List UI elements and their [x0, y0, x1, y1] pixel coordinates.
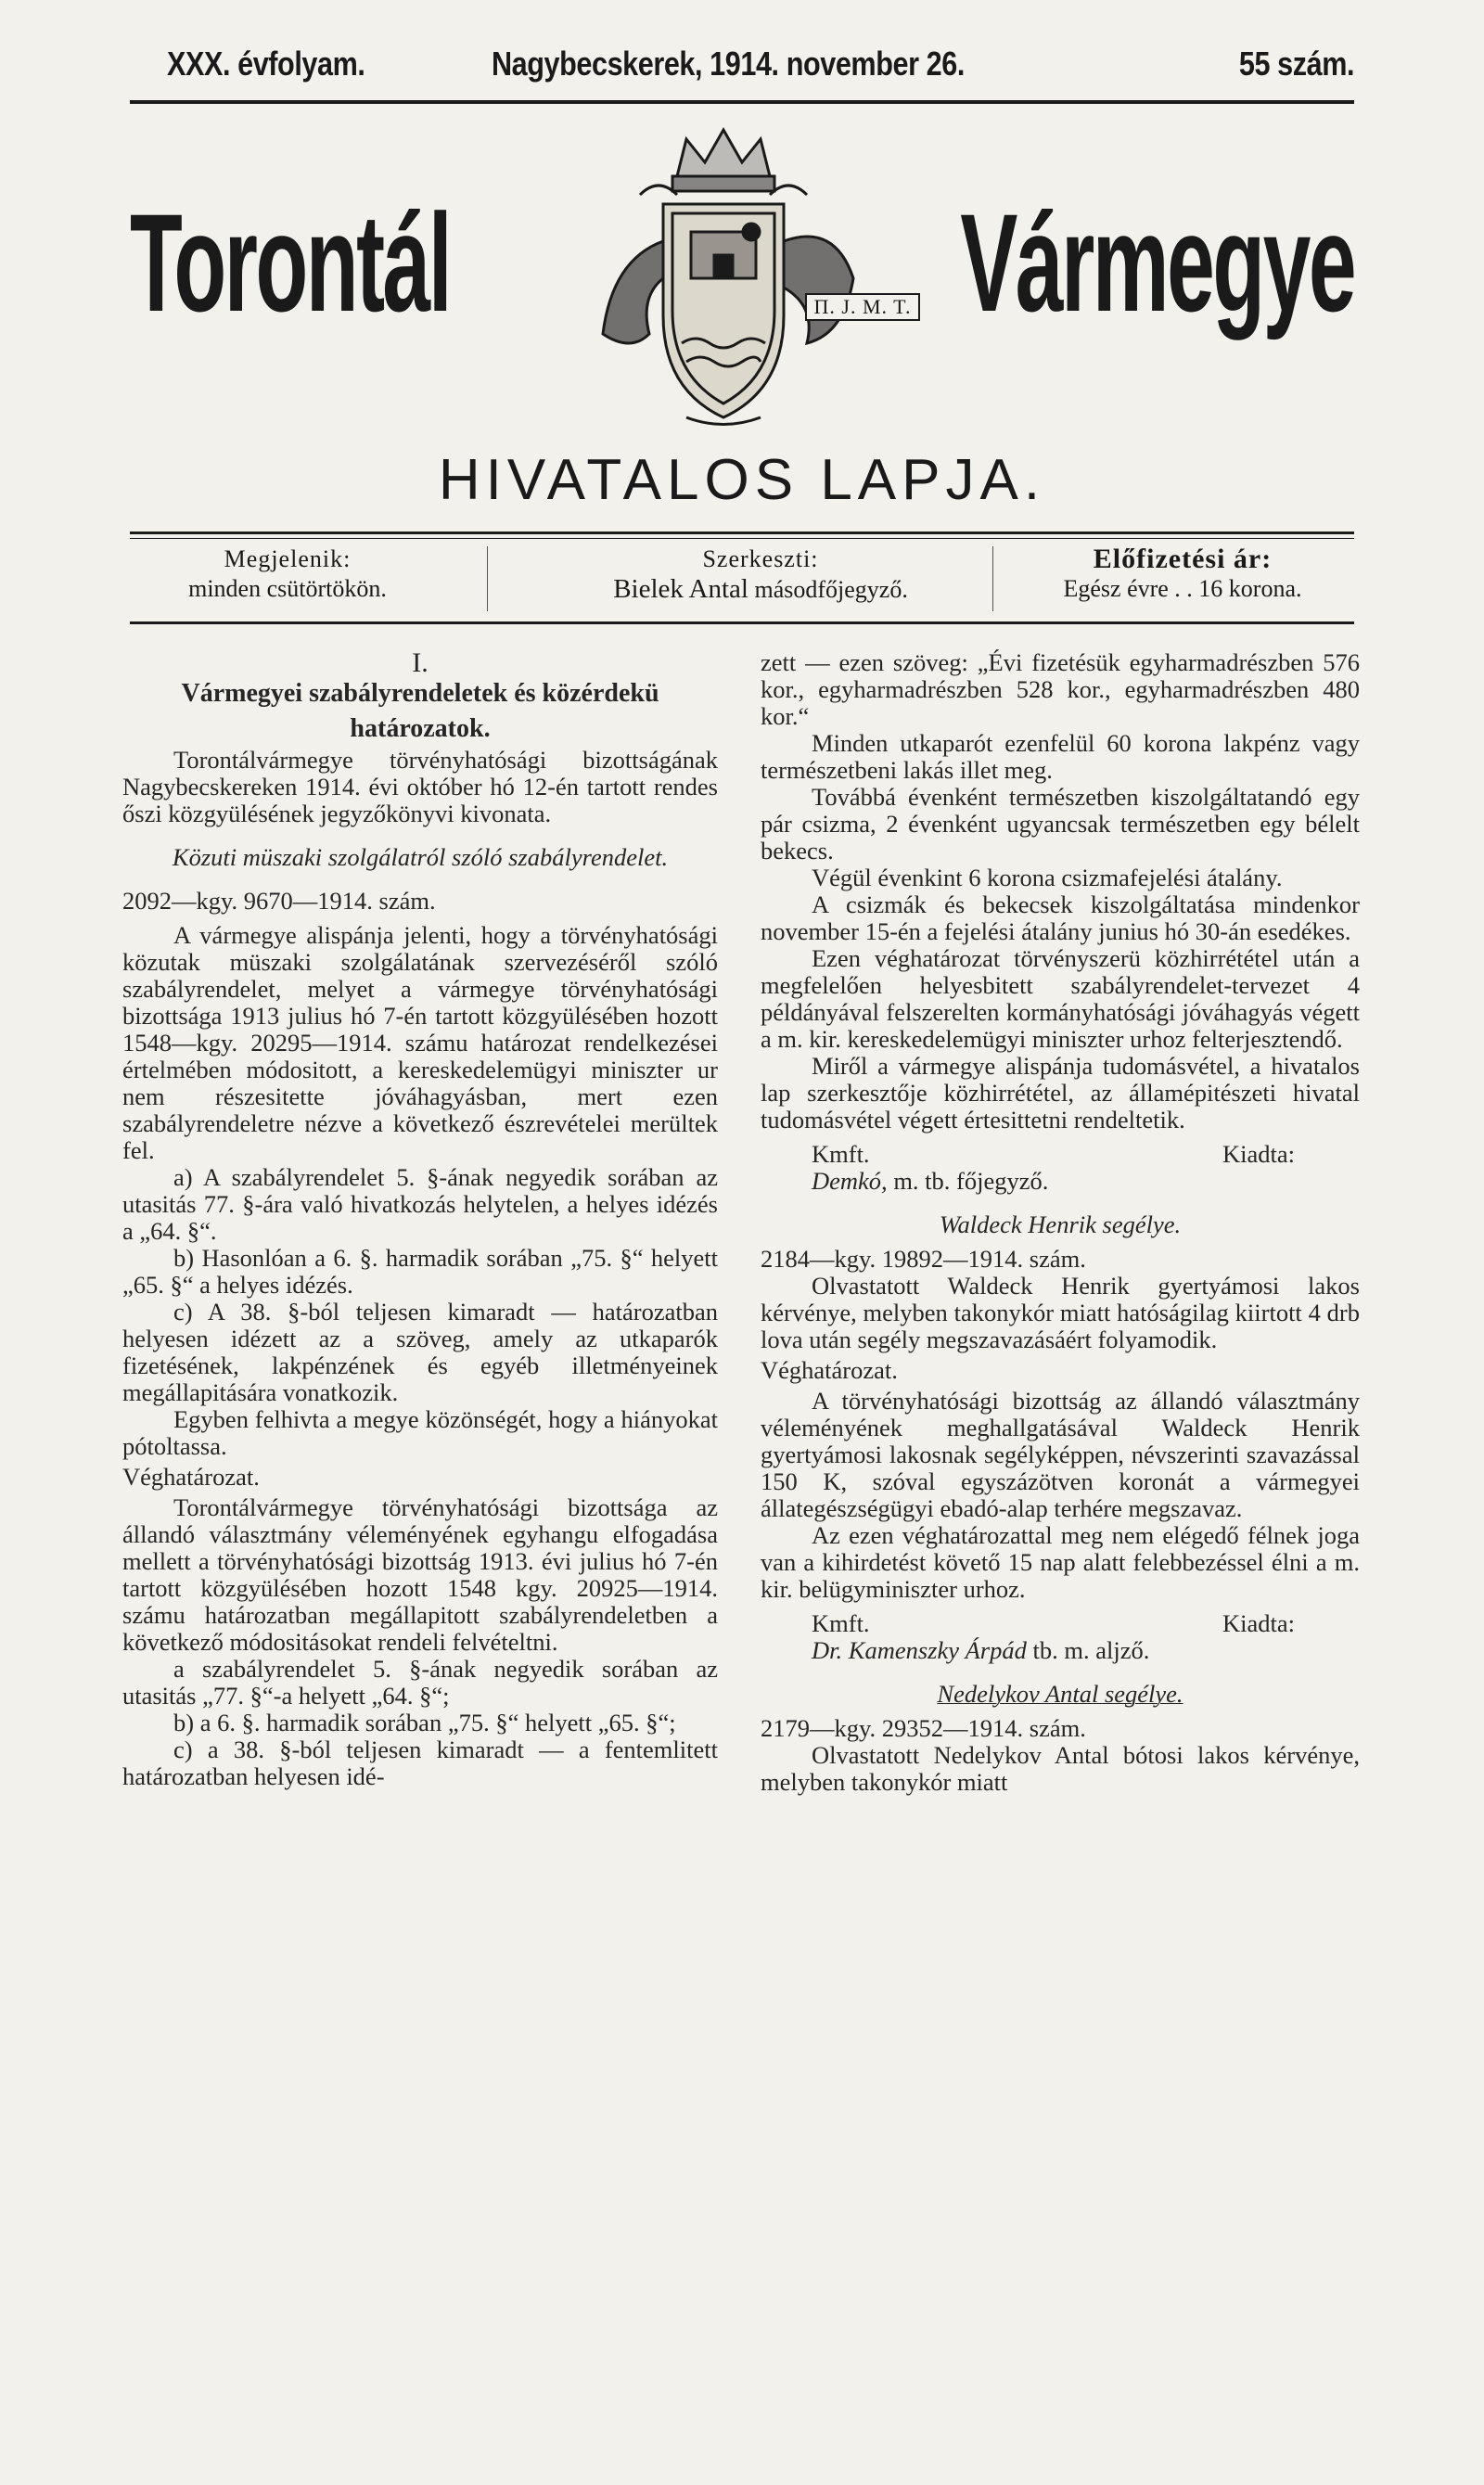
masthead-subtitle: HIVATALOS LAPJA. — [438, 448, 1046, 512]
paragraph: zett — ezen szöveg: „Évi fizetésük egyharmadrészben 576 kor., egyharmadrészben 528 kor., egyharmadrészben 480 kor.“ — [761, 648, 1360, 730]
signature-block — [761, 1610, 1360, 1637]
info-divider — [992, 546, 993, 611]
publication-info-bar — [130, 532, 1354, 624]
editor-name: Bielek Antal — [613, 574, 748, 604]
place-date: Nagybecskerek, 1914. november 26. — [492, 45, 965, 83]
signature-line — [761, 1168, 1360, 1195]
left-column — [122, 649, 718, 1790]
article-reference: 2184—kgy. 19892—1914. szám. — [761, 1245, 1086, 1273]
paragraph: Torontálvármegye törvényhatósági bizottsága az állandó választmány véleményének egyhangu elfogadása mellett a törvényhatósági bizottság 1913. évi julius hó 7-én tartott közgyülésében hozott 1548 kgy. 20925—1914. számu határozatban megállapitott szabályrendeletben a következő módositásokat rendeli felvételtni. — [122, 1493, 718, 1656]
decision-item-3: c) a 38. §-ból teljesen kimaradt — a fentemlitett határozatban helyesen idé- — [122, 1736, 718, 1790]
appearance-label: Megjelenik: — [224, 545, 352, 572]
issue-header — [130, 45, 1354, 91]
masthead — [130, 121, 1354, 455]
paragraph: Egyben felhivta a megye közönségét, hogy a hiányokat pótoltassa. — [122, 1405, 718, 1460]
masthead-title-left: Torontál — [130, 185, 451, 340]
issue-number: 55 szám. — [1238, 45, 1354, 83]
article-reference: 2179—kgy. 29352—1914. szám. — [761, 1714, 1086, 1742]
masthead-title-right: Vármegye — [960, 185, 1354, 340]
info-rule-top — [130, 532, 1354, 534]
signatory-title: m. tb. főjegyző. — [893, 1167, 1049, 1195]
paragraph: A vármegye alispánja jelenti, hogy a törvényhatósági közutak müszaki szolgálatának szervezéséről szóló szabályrendelet, melyet a vármegye törvényhatósági bizottsága 1913 julius hó 7-én tartott közgyülésében hozott 1548—kgy. 20295—1914. számu határozat rendelkezései értelmében módositott, a kereskedelemügyi miniszter ur nem részesitette jóváhagyásban, mert ezen szabályrendeletre nézve a következő észrevételei merültek fel. — [122, 921, 718, 1164]
paragraph: Miről a vármegye alispánja tudomásvétel, a hivatalos lap szerkesztője közhirrététel, az államépitészeti hivatal tudomásvétel végett értesittetni rendeltetik. — [761, 1052, 1360, 1134]
coat-of-arms-icon — [575, 121, 872, 436]
paragraph: A csizmák és bekecsek kiszolgáltatása mindenkor november 15-én a fejelési átalány junius hó 30-án esedékes. — [761, 890, 1360, 945]
list-item-c: c) A 38. §-ból teljesen kimaradt — határozatban helyesen idézett az a szöveg, amely az utkaparók fizetésének, lakpénzének és egyéb illetményeinek megállapitására vonatkozik. — [122, 1298, 718, 1406]
intro-paragraph: Torontálvármegye törvényhatósági bizottságának Nagybecskereken 1914. évi október hó 12-én tartott rendes őszi közgyülésének jegyzőkönyvi kivonata. — [122, 746, 718, 827]
paragraph: Az ezen véghatározattal meg nem elégedő félnek joga van a kihirdetést követő 15 nap alatt felebbezéssel élni a m. kir. belügyminiszter urhoz. — [761, 1521, 1360, 1603]
paragraph: Ezen véghatározat törvényszerü közhirrététel után a megfelelően helyesbitett szabályrendelet-tervezet 4 példányával felszerelten kormányhatósági jóváhagyás végett a m. kir. kereskedelemügyi miniszter urhoz felterjesztendő. — [761, 944, 1360, 1053]
decision-item-2: b) a 6. §. harmadik sorában „75. §“ helyett „65. §“; — [173, 1709, 676, 1736]
signatory-title: tb. m. aljző. — [1032, 1636, 1150, 1664]
signatory-name: Dr. Kamenszky Árpád — [812, 1636, 1027, 1664]
subscription-value: Egész évre . . 16 korona. — [1063, 575, 1302, 602]
right-column — [761, 649, 1360, 1796]
section-title: Vármegyei szabályrendeletek és közérdekü határozatok. — [181, 679, 659, 743]
paragraph: A törvényhatósági bizottság az állandó választmány véleményének meghallgatásával Waldeck Henrik gyertyámosi lakosnak segélyképpen, névszerinti szavazással 150 K, szóval egyszázötven koronát a vármegyei állategészségügyi ebadó-alap terhére megszavaz. — [761, 1387, 1360, 1522]
section-number: I. — [412, 647, 429, 678]
decision-item-1: a szabályrendelet 5. §-ának negyedik sorában az utasitás „77. §“-a helyett „64. §“; — [122, 1655, 718, 1710]
signature-block — [761, 1141, 1360, 1168]
article-subject: Nedelykov Antal segélye. — [937, 1680, 1183, 1708]
editor-title: másodfőjegyző. — [754, 576, 908, 603]
info-rule-bottom — [130, 621, 1354, 624]
volume-number: XXX. évfolyam. — [167, 45, 365, 83]
paragraph: Végül évenkint 6 korona csizmafejelési átalány. — [812, 864, 1283, 891]
editor-info — [482, 544, 1039, 605]
subscription-info — [1006, 544, 1359, 604]
paragraph: Továbbá évenként természetben kiszolgáltatandó egy pár csizma, 2 évenként ugyancsak természetben egy bélelt bekecs. — [761, 783, 1360, 865]
issued-label: Kiadta: — [1222, 1140, 1295, 1168]
paragraph: Olvastatott Nedelykov Antal bótosi lakos kérvénye, melyben takonykór miatt — [761, 1741, 1360, 1796]
signatory-name: Demkó, — [812, 1167, 888, 1195]
paragraph: Olvastatott Waldeck Henrik gyertyámosi lakos kérvénye, melyben takonykór miatt hatóságilag kiirtott 4 drb lova után segély megszavazásáért folyamodik. — [761, 1272, 1360, 1353]
decision-heading: Véghatározat. — [761, 1356, 898, 1384]
editor-label: Szerkeszti: — [702, 545, 819, 572]
appearance-info — [148, 544, 427, 604]
article-subject: Közuti müszaki szolgálatról szóló szabályrendelet. — [172, 843, 669, 871]
appearance-value: minden csütörtökön. — [188, 575, 387, 602]
subscription-label: Előfizetési ár: — [1093, 544, 1273, 574]
crest-initials: П. J. M. T. — [805, 293, 920, 321]
paragraph: Minden utkaparót ezenfelül 60 korona lakpénz vagy természetbeni lakás illet meg. — [761, 729, 1360, 784]
list-item-a: a) A szabályrendelet 5. §-ának negyedik sorában az utasitás 77. §-ára való hivatkozás helytelen, a helyes idézés a „64. §“. — [122, 1163, 718, 1245]
article-reference: 2092—kgy. 9670—1914. szám. — [122, 887, 436, 915]
kmft-label: Kmft. — [812, 1609, 870, 1637]
list-item-b: b) Hasonlóan a 6. §. harmadik sorában „75. §“ helyett „65. §“ a helyes idézés. — [122, 1244, 718, 1299]
decision-heading: Véghatározat. — [122, 1463, 260, 1491]
signature-line — [761, 1637, 1360, 1664]
article-subject: Waldeck Henrik segélye. — [939, 1210, 1182, 1238]
header-rule — [130, 100, 1354, 104]
info-rule-thin — [130, 538, 1354, 539]
issued-label: Kiadta: — [1222, 1609, 1295, 1637]
kmft-label: Kmft. — [812, 1140, 870, 1168]
